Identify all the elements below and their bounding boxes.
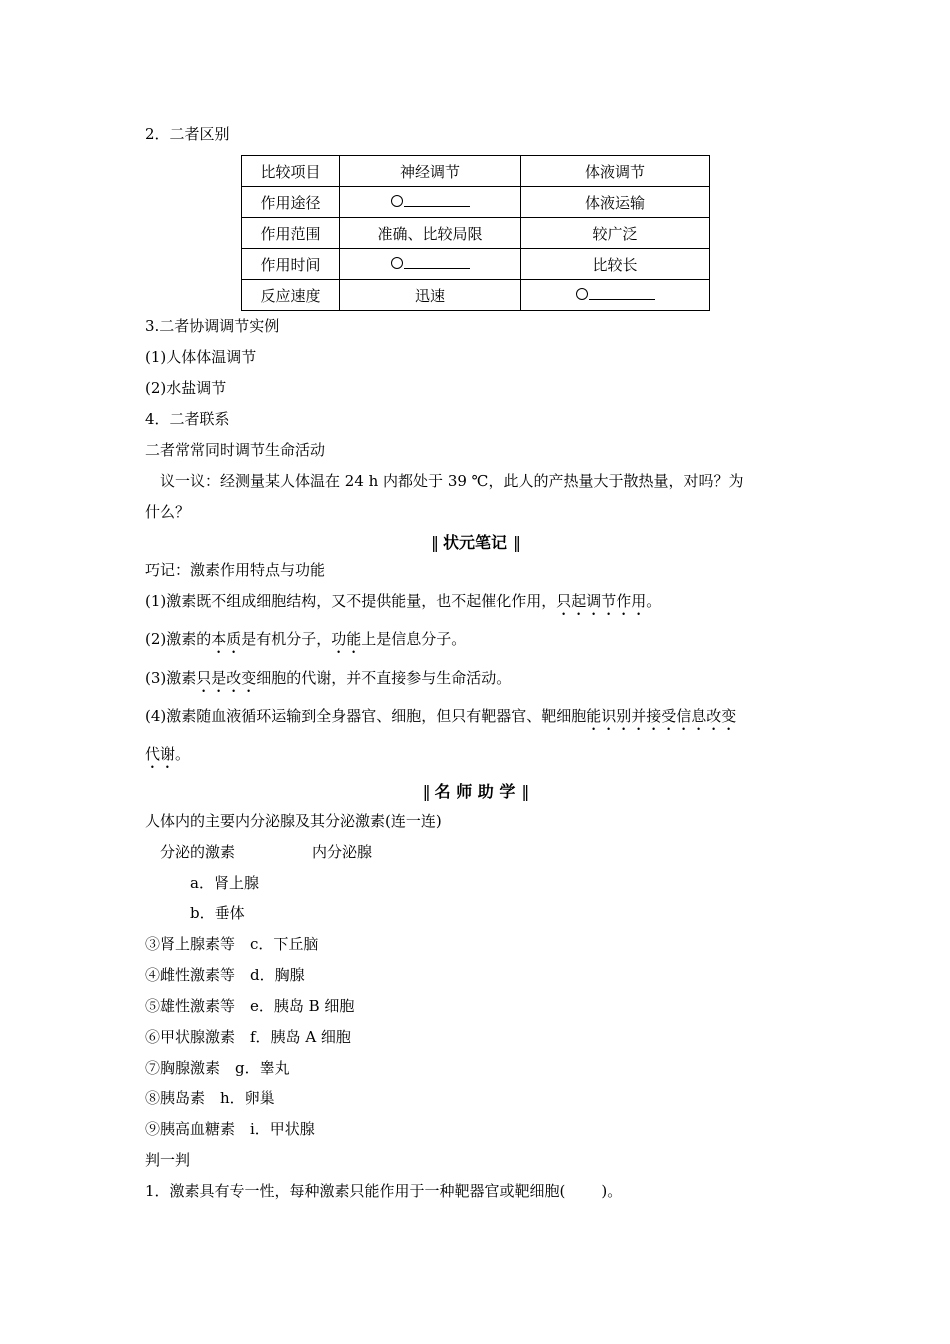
table-cell: 作用时间 <box>242 249 340 280</box>
blank-line <box>404 193 470 207</box>
heading-help <box>0 782 950 802</box>
header-cell: 神经调节 <box>340 156 521 187</box>
table-cell: 作用范围 <box>242 218 340 249</box>
table-cell: 准确、比较局限 <box>340 218 521 249</box>
section-3-title: 3.二者协调调节实例 <box>145 317 280 335</box>
table-cell: 作用途径 <box>242 187 340 218</box>
heading-bar-right: ‖ <box>513 533 519 552</box>
fill-blank-cell <box>521 280 710 311</box>
circle-marker-icon <box>391 195 403 207</box>
table-cell: 迅速 <box>340 280 521 311</box>
note-item: (3)激素只是改变细胞的代谢，并不直接参与生命活动。 <box>145 669 512 687</box>
fill-blank-cell <box>340 187 521 218</box>
judge-title: 判一判 <box>145 1151 191 1169</box>
note-item: (4)激素随血液循环运输到全身器官、细胞，但只有靶器官、靶细胞能识别并接受信息改变 <box>145 707 737 725</box>
table-cell: 体液运输 <box>521 187 710 218</box>
section-4-text: 二者常常同时调节生命活动 <box>145 441 326 459</box>
blank-line <box>589 286 655 300</box>
blank-line <box>404 255 470 269</box>
match-pair: ⑥甲状腺激素 f．胰岛 A 细胞 <box>145 1028 351 1046</box>
header-cell: 比较项目 <box>242 156 340 187</box>
note-item: (1)激素既不组成细胞结构，又不提供能量，也不起催化作用，只起调节作用。 <box>145 592 662 610</box>
table-row <box>242 280 710 311</box>
table-row <box>242 218 710 249</box>
emphasis-text: 只是改变 <box>196 669 257 687</box>
circle-marker-icon <box>576 288 588 300</box>
discussion-text: 议一议：经测量某人体温在 24 h 内都处于 39 ℃，此人的产热量大于散热量，对吗？为 <box>160 472 744 490</box>
column-header-hormones: 分泌的激素 <box>160 843 236 861</box>
heading-notes <box>0 533 950 553</box>
emphasis-text: 本质 <box>211 630 242 648</box>
heading-bar-right: ‖ <box>521 782 528 801</box>
judge-item: 1．激素具有专一性，每种激素只能作用于一种靶器官或靶细胞( )。 <box>145 1182 623 1200</box>
notes-intro: 巧记：激素作用特点与功能 <box>145 561 326 579</box>
emphasis-text: 代谢 <box>145 745 176 763</box>
table-cell: 比较长 <box>521 249 710 280</box>
column-header-glands: 内分泌腺 <box>312 843 373 861</box>
discussion-text-cont: 什么？ <box>145 503 191 521</box>
heading-help-label: 名 师 助 学 <box>434 782 516 801</box>
gland-item: b．垂体 <box>190 904 245 922</box>
heading-bar-left: ‖ <box>422 782 429 801</box>
match-pair: ⑧胰岛素 h．卵巢 <box>145 1089 275 1107</box>
header-cell: 体液调节 <box>521 156 710 187</box>
table-cell: 较广泛 <box>521 218 710 249</box>
match-pair: ⑨胰高血糖素 i．甲状腺 <box>145 1120 315 1138</box>
match-pair: ⑦胸腺激素 g．睾丸 <box>145 1059 290 1077</box>
comparison-table <box>241 155 710 311</box>
heading-notes-label: 状元笔记 <box>442 533 507 552</box>
list-item: (2)水盐调节 <box>145 379 227 397</box>
table-row <box>242 187 710 218</box>
table-header-row <box>242 156 710 187</box>
emphasis-text: 功能 <box>331 630 362 648</box>
note-item-cont: 代谢。 <box>145 745 191 763</box>
match-pair: ③肾上腺素等 c．下丘脑 <box>145 935 319 953</box>
emphasis-text: 能识别并接受信息改变 <box>586 707 737 725</box>
match-pair: ⑤雄性激素等 e．胰岛 B 细胞 <box>145 997 355 1015</box>
note-item: (2)激素的本质是有机分子，功能上是信息分子。 <box>145 630 467 648</box>
table-row <box>242 249 710 280</box>
section-4-title: 4．二者联系 <box>145 410 230 428</box>
help-intro: 人体内的主要内分泌腺及其分泌激素(连一连) <box>145 812 442 830</box>
heading-bar-left: ‖ <box>430 533 437 552</box>
emphasis-text: 只起调节作用 <box>556 592 647 610</box>
list-item: (1)人体体温调节 <box>145 348 257 366</box>
gland-item: a．肾上腺 <box>190 874 259 892</box>
circle-marker-icon <box>391 257 403 269</box>
section-2-title: 2．二者区别 <box>145 125 230 143</box>
match-pair: ④雌性激素等 d．胸腺 <box>145 966 305 984</box>
table-cell: 反应速度 <box>242 280 340 311</box>
fill-blank-cell <box>340 249 521 280</box>
